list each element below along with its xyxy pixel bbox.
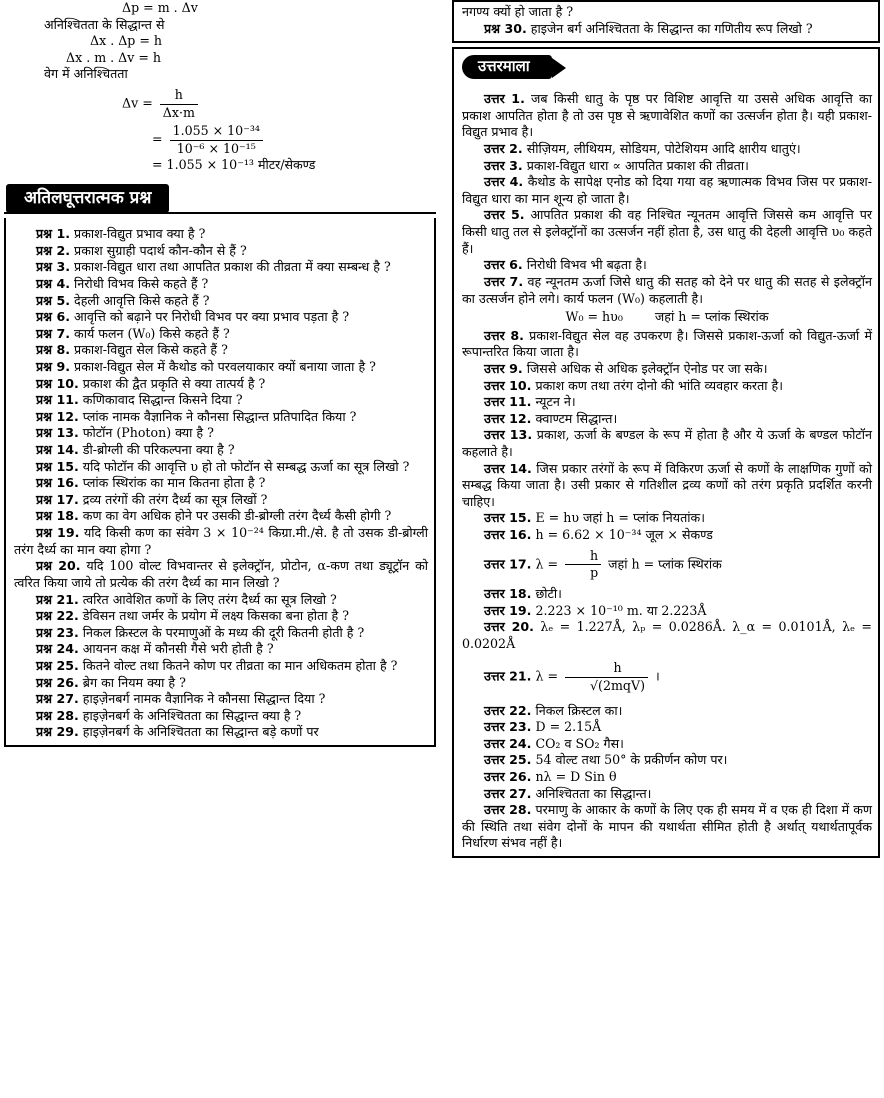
equation-result: = 1.055 × 10⁻¹³ मीटर/सेकण्ड xyxy=(152,157,316,173)
question-number: प्रश्न 1. xyxy=(36,226,71,242)
question-number: प्रश्न 12. xyxy=(36,408,79,424)
formula-note: जहां h = प्लांक स्थिरांक xyxy=(608,556,722,572)
question-text: प्रकाश-विद्युत सेल में कैथोड को परवलयाकार क्यों बनाया जाता है ? xyxy=(74,358,376,374)
question-item xyxy=(14,342,428,359)
answer-number: उत्तर 12. xyxy=(484,410,532,426)
question-text: प्रकाश-विद्युत धारा तथा आपतित प्रकाश की तीव्रता में क्या सम्बन्ध है ? xyxy=(74,259,391,275)
question-item xyxy=(14,708,428,725)
question-text: यदि 100 वोल्ट विभवान्तर से इलेक्ट्रॉन, प्रोटोन, α-कण तथा ड्यूट्रॉन को त्वरित किया जाये तो प्रत्येक की तरंग दैर्ध्य का मान लिखो ? xyxy=(14,558,429,590)
question-text: आयनन कक्ष में कौनसी गैसे भरी होती है ? xyxy=(82,641,274,657)
answer-number: उत्तर 27. xyxy=(484,785,532,801)
answer-list xyxy=(462,703,872,852)
answer-text: जिस प्रकार तरंगों के रूप में विकिरण ऊर्जा से कणों के लाक्षणिक गुणों को सम्बद्ध किया जाता है। उसी प्रकार से गतिशील द्रव्य कणों को तरंग प्रकृति प्रदर्शित करनी चाहिए। xyxy=(462,460,872,509)
answer-item xyxy=(462,527,872,544)
question-text: हाइजेन बर्ग अनिश्चितता के सिद्धान्त का गणितीय रूप लिखो ? xyxy=(530,20,813,36)
question-text: नगण्य क्यों हो जाता है ? xyxy=(462,4,574,19)
fraction-denominator: 10⁻⁶ × 10⁻¹⁵ xyxy=(176,140,256,156)
answer-text: प्रकाश-विद्युत धारा ∝ आपतित प्रकाश की तीव्रता। xyxy=(526,157,749,173)
answer-item xyxy=(462,274,872,307)
question-text: हाइज़ेनबर्ग के अनिश्चितता का सिद्धान्त बड़े कणों पर xyxy=(82,724,319,740)
question-item xyxy=(14,459,428,476)
equation-lhs: Δv = xyxy=(122,95,153,111)
answer-item xyxy=(462,703,872,720)
answer-item xyxy=(462,207,872,257)
answer-text: परमाणु के आकार के कणों के लिए एक ही समय में व एक ही दिशा में कण की स्थिति तथा संवेग दोनों के मापन की यथार्थता सीमित होती है अर्थात् यथार्थतापूर्वक निर्धारण संभव नहीं है। xyxy=(462,802,872,851)
answer-item xyxy=(462,411,872,428)
question-text: निकल क्रिस्टल के परमाणुओं के मध्य की दूरी कितनी होती है ? xyxy=(82,624,365,640)
fraction-numerator: 1.055 × 10⁻³⁴ xyxy=(170,123,263,141)
question-number: प्रश्न 20. xyxy=(36,558,81,574)
question-item xyxy=(14,724,428,741)
question-text: प्रकाश की द्वैत प्रकृति से क्या तात्पर्य है ? xyxy=(82,375,266,391)
answer-item xyxy=(462,174,872,207)
answer-number: उत्तर 6. xyxy=(484,257,523,273)
question-number: प्रश्न 17. xyxy=(36,491,79,507)
question-number: प्रश्न 15. xyxy=(36,458,79,474)
question-text: डेविसन तथा जर्मर के प्रयोग में लक्ष्य किसका बना होता है ? xyxy=(82,608,349,624)
right-column xyxy=(452,0,880,858)
answer-text: h = 6.62 × 10⁻³⁴ जूल × सेकण्ड xyxy=(535,527,713,543)
question-number: प्रश्न 14. xyxy=(36,442,79,458)
equation-dv xyxy=(4,87,436,121)
answer-item xyxy=(462,141,872,158)
question-item xyxy=(14,658,428,675)
answer-text: CO₂ व SO₂ गैस। xyxy=(535,735,624,751)
answer-item xyxy=(462,619,872,652)
answer-list xyxy=(462,586,872,652)
equation-line: Δx . m . Δv = h xyxy=(66,49,162,65)
answer-number: उत्तर 3. xyxy=(484,157,523,173)
formula: W₀ = hυ₀ xyxy=(565,309,623,325)
question-text: हाइज़ेनबर्ग के अनिश्चितता का सिद्धान्त क्या है ? xyxy=(82,707,302,723)
question-text: कणिकावाद सिद्धान्त किसने दिया ? xyxy=(82,392,243,408)
question-item xyxy=(14,409,428,426)
question-number: प्रश्न 9. xyxy=(36,358,71,374)
answer-number: उत्तर 22. xyxy=(484,702,532,718)
question-item xyxy=(14,309,428,326)
question-text: हाइज़ेनबर्ग नामक वैज्ञानिक ने कौनसा सिद्धान्त दिया ? xyxy=(82,691,326,707)
answer-text: nλ = D Sin θ xyxy=(535,768,617,784)
answer-number: उत्तर 17. xyxy=(484,556,532,572)
question-number: प्रश्न 18. xyxy=(36,508,79,524)
question-number: प्रश्न 24. xyxy=(36,641,79,657)
answer-number: उत्तर 19. xyxy=(484,602,532,618)
question-item xyxy=(14,425,428,442)
answer-text: 2.223 × 10⁻¹⁰ m. या 2.223Å xyxy=(535,602,707,618)
answer-item xyxy=(462,257,872,274)
fraction-denominator: Δx·m xyxy=(162,104,195,120)
answer-item xyxy=(462,427,872,460)
question-item xyxy=(14,625,428,642)
answer-text: D = 2.15Å xyxy=(535,719,602,735)
answer-text: आपतित प्रकाश की वह निश्चित न्यूनतम आवृत्ति जिससे कम आवृत्ति पर किसी धातु तल से इलेक्ट्रॉनों का उत्सर्जन नहीं होता है, उस धातु की देहली आवृत्ति υ₀ कहते हैं। xyxy=(462,207,872,256)
question-number: प्रश्न 22. xyxy=(36,608,79,624)
question-item xyxy=(14,608,428,625)
answer-text: क्वाण्टम सिद्धान्त। xyxy=(535,410,618,426)
answer-number: उत्तर 13. xyxy=(484,427,533,443)
answer-item xyxy=(462,786,872,803)
answer-number: उत्तर 5. xyxy=(484,207,525,223)
text-line: वेग में अनिश्चितता xyxy=(44,66,128,82)
answer-text: λₑ = 1.227Å, λₚ = 0.0286Å. λ_α = 0.0101Å, λₑ = 0.0202Å xyxy=(462,619,872,651)
question-number: प्रश्न 29. xyxy=(36,724,79,740)
section-title: अतिलघूत्तरात्मक प्रश्न xyxy=(6,184,169,212)
answer-text: प्रकाश-विद्युत सेल वह उपकरण है। जिससे प्रकाश-ऊर्जा को विद्युत-ऊर्जा में रूपान्तरित किया जाता है। xyxy=(462,327,872,360)
question-number: प्रश्न 6. xyxy=(36,309,71,325)
question-item xyxy=(14,508,428,525)
answer-number: उत्तर 11. xyxy=(484,394,532,410)
question-number: प्रश्न 30. xyxy=(484,20,527,36)
answer-number: उत्तर 20. xyxy=(484,619,534,635)
question-number: प्रश्न 19. xyxy=(36,525,80,541)
question-item xyxy=(14,326,428,343)
question-text: प्रकाश-विद्युत प्रभाव क्या है ? xyxy=(74,226,206,242)
answer-text: सीज़ियम, लीथियम, सोडियम, पोटेशियम आदि क्षारीय धातुएं। xyxy=(526,141,801,157)
question-text: निरोधी विभव किसे कहते हैं ? xyxy=(74,275,209,291)
question-number: प्रश्न 11. xyxy=(36,392,79,408)
answer-item xyxy=(462,91,872,141)
question-number: प्रश्न 25. xyxy=(36,657,79,673)
left-column xyxy=(4,0,436,747)
formula-end: । xyxy=(655,668,660,684)
question-number: प्रश्न 13. xyxy=(36,425,79,441)
answer-text: कैथोड के सापेक्ष एनोड को दिया गया वह ऋणात्मक विभव जिस पर प्रकाश-विद्युत धारा का मान शून्य हो जाता है। xyxy=(462,174,873,206)
answer-number: उत्तर 1. xyxy=(484,91,525,107)
question-item xyxy=(14,293,428,310)
equation-line: Δx . Δp = h xyxy=(90,33,163,49)
answer-item xyxy=(462,736,872,753)
answer-number: उत्तर 23. xyxy=(484,719,532,735)
question-number: प्रश्न 28. xyxy=(36,707,79,723)
question-item xyxy=(14,592,428,609)
answers-heading xyxy=(462,55,872,85)
answer-number: उत्तर 9. xyxy=(484,360,523,376)
formula-lhs: λ = xyxy=(535,556,559,572)
answer-number: उत्तर 10. xyxy=(484,377,532,393)
question-item xyxy=(14,243,428,260)
question-text: प्लांक नामक वैज्ञानिक ने कौनसा सिद्धान्त प्रतिपादित किया ? xyxy=(82,408,357,424)
question-number: प्रश्न 5. xyxy=(36,292,71,308)
answer-item xyxy=(462,378,872,395)
answer-text: निरोधी विभव भी बढ़ता है। xyxy=(526,257,647,273)
equation-line: Δp = m . Δv xyxy=(122,0,198,15)
answer-number: उत्तर 16. xyxy=(484,527,532,543)
fraction-numerator: h xyxy=(565,548,601,566)
question-item xyxy=(14,226,428,243)
answer-number: उत्तर 26. xyxy=(484,768,532,784)
question-item xyxy=(14,641,428,658)
question-text: द्रव्य तरंगों की तरंग दैर्ध्य का सूत्र लिखों ? xyxy=(82,491,268,507)
fraction xyxy=(160,87,198,121)
answer-item xyxy=(462,510,872,527)
question-text: यदि किसी कण का संवेग 3 × 10⁻²⁴ किग्रा.मी./से. है तो उसक डी-ब्रोग्ली तरंग दैर्ध्य का मान क्या होगा ? xyxy=(14,525,428,557)
answer-number: उत्तर 28. xyxy=(484,802,532,818)
answer-number: उत्तर 21. xyxy=(484,668,532,684)
answer-number: उत्तर 7. xyxy=(484,273,524,289)
answers-title: उत्तरमाला xyxy=(462,55,552,79)
answer-text: अनिश्चितता का सिद्धान्त। xyxy=(535,785,652,801)
answer-number: उत्तर 8. xyxy=(484,327,524,343)
answer-text: निकल क्रिस्टल का। xyxy=(535,702,623,718)
answer-text: E = hυ जहां h = प्लांक नियतांक। xyxy=(535,510,705,526)
question-text: कार्य फलन (W₀) किसे कहते हैं ? xyxy=(74,325,230,341)
question-item xyxy=(14,359,428,376)
answer-text: जिससे अधिक से अधिक इलेक्ट्रॉन ऐनोड पर जा सके। xyxy=(526,360,768,376)
answer-number: उत्तर 4. xyxy=(484,174,524,190)
answer-number: उत्तर 14. xyxy=(484,460,532,476)
question-list xyxy=(4,218,436,747)
question-text: प्लांक स्थिरांक का मान कितना होता है ? xyxy=(82,475,266,491)
question-text: त्वरित आवेशित कणों के लिए तरंग दैर्ध्य का सूत्र लिखो ? xyxy=(82,591,337,607)
question-item xyxy=(14,276,428,293)
question-text: यदि फोटॉन की आवृत्ति υ हो तो फोटॉन से सम्बद्ध ऊर्जा का सूत्र लिखो ? xyxy=(82,458,410,474)
question-number: प्रश्न 7. xyxy=(36,325,71,341)
question-item xyxy=(14,492,428,509)
answer-item xyxy=(462,603,872,620)
formula-lhs: λ = xyxy=(535,668,559,684)
question-item xyxy=(14,558,428,591)
answer-text: न्यूटन ने। xyxy=(535,394,576,410)
question-number: प्रश्न 8. xyxy=(36,342,71,358)
question-number: प्रश्न 10. xyxy=(36,375,79,391)
question-item xyxy=(14,259,428,276)
question-text: प्रकाश सुग्राही पदार्थ कौन-कौन से हैं ? xyxy=(74,242,247,258)
question-item xyxy=(14,525,428,558)
question-number: प्रश्न 21. xyxy=(36,591,79,607)
answer-item xyxy=(462,586,872,603)
answer-item xyxy=(462,660,872,694)
question-number: प्रश्न 4. xyxy=(36,275,71,291)
question-continuation-box xyxy=(452,0,880,43)
answer-text: छोटी। xyxy=(535,585,562,601)
question-item xyxy=(462,21,872,38)
text-line: अनिश्चितता के सिद्धान्त से xyxy=(44,16,165,32)
section-heading xyxy=(4,184,436,214)
answer-number: उत्तर 24. xyxy=(484,735,532,751)
answer-item xyxy=(462,769,872,786)
question-text: देहली आवृत्ति किसे कहते हैं ? xyxy=(74,292,210,308)
answer-item xyxy=(462,158,872,175)
answer-item xyxy=(462,719,872,736)
answer-item xyxy=(462,548,872,582)
question-text: कण का वेग अधिक होने पर उसकी डी-ब्रोग्ली तरंग दैर्ध्य कैसी होगी ? xyxy=(82,508,392,524)
answer-number: उत्तर 18. xyxy=(484,585,532,601)
question-item xyxy=(14,392,428,409)
fraction-numerator: h xyxy=(565,660,648,678)
question-text: फोटॉन (Photon) क्या है ? xyxy=(82,425,214,441)
question-text: डी-ब्रोग्ली की परिकल्पना क्या है ? xyxy=(82,442,235,458)
fraction-denominator: √(2mqV) xyxy=(590,677,645,693)
answer-item xyxy=(462,802,872,852)
answer-item xyxy=(462,361,872,378)
question-item xyxy=(14,376,428,393)
answer-number: उत्तर 15. xyxy=(484,510,532,526)
answer-text: 54 वोल्ट तथा 50° के प्रकीर्णन कोण पर। xyxy=(535,752,728,768)
answer-text: वह न्यूनतम ऊर्जा जिसे धातु की सतह को देने पर धातु की सतह से इलेक्ट्रॉन का उत्सर्जन होने लगे। कार्य फलन (W₀) कहलाती है। xyxy=(462,273,872,306)
question-item xyxy=(14,675,428,692)
answer-item xyxy=(462,328,872,361)
formula-note: जहां h = प्लांक स्थिरांक xyxy=(654,309,769,325)
fraction xyxy=(565,548,601,582)
answer-list xyxy=(462,91,872,307)
question-text: आवृत्ति को बढ़ाने पर निरोधी विभव पर क्या प्रभाव पड़ता है ? xyxy=(74,309,350,325)
equation-step: = $\frac{\text{1.055 × 10⁻³⁴}}{\text{10⁻⁶ × 10⁻¹⁵}}$ xyxy=(4,123,436,157)
question-text: ब्रेग का नियम क्या है ? xyxy=(82,674,186,690)
question-number: प्रश्न 3. xyxy=(36,259,71,275)
answer-text: जब किसी धातु के पृष्ठ पर विशिष्ट आवृत्ति या उससे अधिक आवृत्ति का प्रकाश आपतित होता है तो उस पृष्ठ से ऋणावेशित कणों का उत्सर्जन होता है। यही प्रकाश-विद्युत प्रभाव है। xyxy=(462,91,872,140)
answers-box xyxy=(452,47,880,858)
answer-text: प्रकाश, ऊर्जा के बण्डल के रूप में होता है और ये ऊर्जा के बण्डल फोटॉन कहलाते है। xyxy=(462,427,872,460)
question-item xyxy=(14,691,428,708)
question-item xyxy=(14,442,428,459)
question-item xyxy=(14,475,428,492)
fraction xyxy=(170,123,263,157)
answer-number: उत्तर 25. xyxy=(484,752,532,768)
fraction xyxy=(565,660,648,694)
question-number: प्रश्न 2. xyxy=(36,242,71,258)
answer-formula xyxy=(462,309,872,326)
question-text: कितने वोल्ट तथा कितने कोण पर तीव्रता का मान अधिकतम होता है ? xyxy=(82,657,398,673)
question-number: प्रश्न 16. xyxy=(36,475,79,491)
answer-text: प्रकाश कण तथा तरंग दोनो की भांति व्यवहार करता है। xyxy=(535,377,783,393)
answer-item xyxy=(462,461,872,511)
question-number: प्रश्न 23. xyxy=(36,624,79,640)
question-text: प्रकाश-विद्युत सेल किसे कहते हैं ? xyxy=(74,342,228,358)
question-number: प्रश्न 27. xyxy=(36,691,79,707)
answer-item xyxy=(462,752,872,769)
fraction-numerator: h xyxy=(160,87,198,105)
question-number: प्रश्न 26. xyxy=(36,674,79,690)
fraction-denominator: p xyxy=(590,565,599,581)
answer-item xyxy=(462,394,872,411)
answer-list xyxy=(462,328,872,544)
answer-number: उत्तर 2. xyxy=(484,141,523,157)
